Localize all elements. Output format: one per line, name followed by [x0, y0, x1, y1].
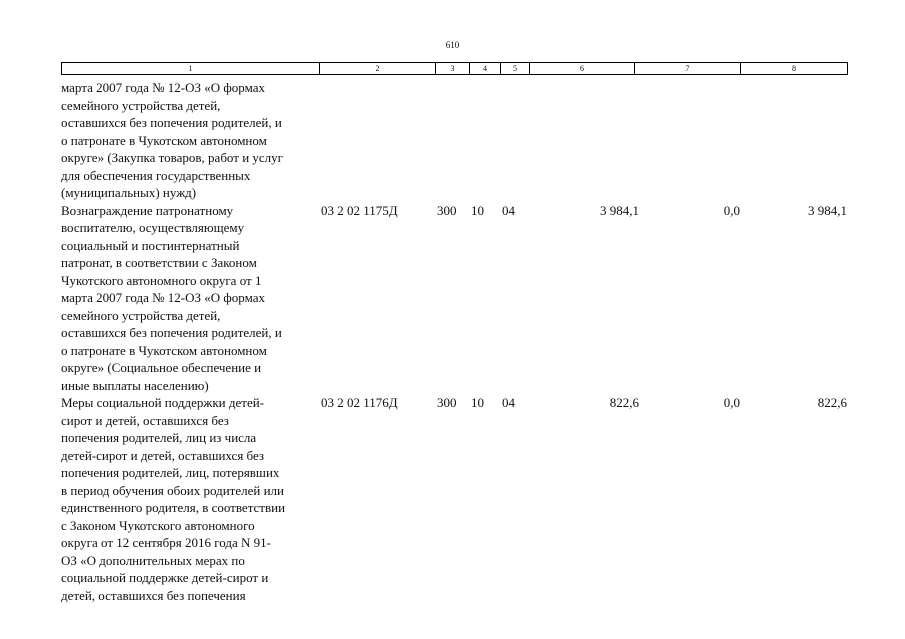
row-description: Вознаграждение патронатному воспитателю, осуществляющему социальный и постинтернатный патронат, в соответствии с Законом Чукотского автономного округа от 1 марта 2007 года № 12-ОЗ «О формах семейного устройства детей, оставшихся без попечения родителей, и о патронате в Чукотском автономном округе» (Социальное обеспечение и иные выплаты населению) — [61, 202, 282, 393]
row-amount-col7: 0,0 — [723, 202, 740, 218]
column-number-header — [61, 62, 848, 75]
row-description: марта 2007 года № 12-ОЗ «О формах семейного устройства детей, оставшихся без попечения родителей, и о патронате в Чукотском автономном округе» (Закупка товаров, работ и услуг для обеспечения государственных (муниципальных) нужд) — [61, 80, 283, 200]
budget-table-body — [61, 79, 847, 604]
column-header-6: 6 — [530, 63, 635, 75]
column-header-7: 7 — [635, 63, 741, 75]
row-subsection: 04 — [502, 395, 515, 410]
page-number: 610 — [445, 40, 460, 50]
column-header-8: 8 — [741, 63, 848, 75]
column-header-2: 2 — [320, 63, 436, 75]
header-row — [62, 63, 848, 75]
row-code: 03 2 02 1175Д — [321, 202, 398, 218]
column-header-5: 5 — [501, 63, 530, 75]
row-amount-col8: 822,6 — [817, 395, 847, 410]
row-amount-col8: 3 984,1 — [808, 202, 847, 218]
row-subsection: 04 — [502, 202, 515, 218]
row-section: 10 — [471, 202, 484, 218]
table-row — [61, 394, 847, 604]
row-section: 10 — [471, 395, 484, 410]
column-header-3: 3 — [436, 63, 470, 75]
table-row — [61, 79, 847, 202]
row-expense-type: 300 — [437, 395, 457, 410]
row-amount-col6: 3 984,1 — [600, 202, 639, 218]
column-header-1: 1 — [62, 63, 320, 75]
row-description: Меры социальной поддержки детей- сирот и детей, оставшихся без попечения родителей, лиц из числа детей-сирот и детей, оставшихся без попечения родителей, лиц, потерявших в период обучения обоих родителей или единственного родителя, в соответствии с Законом Чукотского автономного округа от 12 сентября 2016 года N 91- ОЗ «О дополнительных мерах по социальной поддержке детей-сирот и детей, оставшихся без попечения — [61, 395, 286, 603]
row-amount-col7: 0,0 — [723, 395, 740, 410]
column-header-4: 4 — [470, 63, 501, 75]
row-expense-type: 300 — [437, 202, 457, 218]
row-amount-col6: 822,6 — [609, 395, 639, 410]
table-row — [61, 202, 847, 395]
row-code: 03 2 02 1176Д — [321, 395, 398, 410]
